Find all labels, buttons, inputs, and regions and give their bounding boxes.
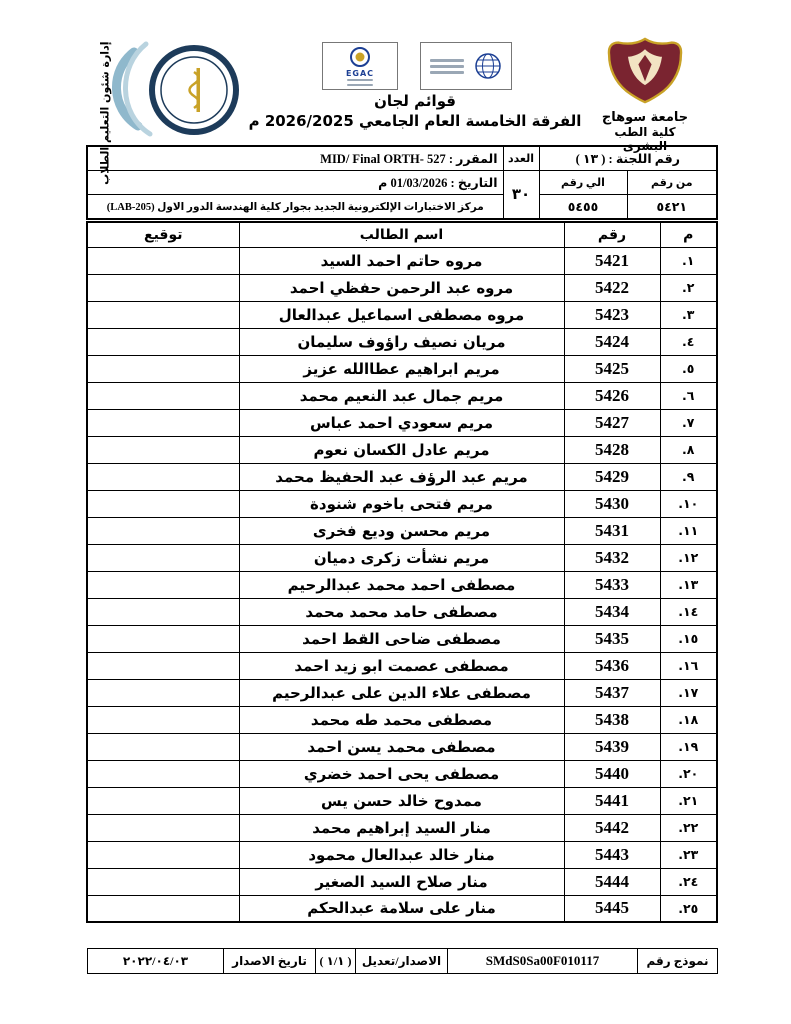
aja-certification-logo: [420, 42, 512, 90]
student-name: مصطفى عصمت ابو زيد احمد: [239, 652, 564, 679]
student-row: [87, 895, 717, 922]
student-seat-number: 5432: [564, 544, 660, 571]
signature-cell: [87, 517, 239, 544]
student-seat-number: 5435: [564, 625, 660, 652]
form-number-label: نموذج رقم: [638, 949, 718, 974]
student-name: مريم محسن وديع فخرى: [239, 517, 564, 544]
student-list-table: [86, 221, 718, 923]
to-number-label: الي رقم: [539, 171, 627, 195]
to-number-value: ٥٤٥٥: [539, 195, 627, 220]
row-index: ٣.: [660, 301, 717, 328]
student-count-value: ٣٠: [503, 171, 539, 220]
student-seat-number: 5442: [564, 814, 660, 841]
signature-cell: [87, 787, 239, 814]
course-cell: المقرر : MID/ Final ORTH- 527: [87, 146, 503, 171]
student-row: [87, 517, 717, 544]
student-row: [87, 841, 717, 868]
student-name: مريم نشأت زكرى دميان: [239, 544, 564, 571]
signature-cell: [87, 382, 239, 409]
student-row: [87, 328, 717, 355]
student-row: [87, 814, 717, 841]
column-header-name: اسم الطالب: [239, 222, 564, 247]
student-row: [87, 733, 717, 760]
signature-cell: [87, 247, 239, 274]
student-row: [87, 652, 717, 679]
issue-date-label: تاريخ الاصدار: [224, 949, 316, 974]
student-seat-number: 5439: [564, 733, 660, 760]
student-seat-number: 5422: [564, 274, 660, 301]
row-index: ٢٠.: [660, 760, 717, 787]
egac-emblem-icon: [347, 46, 373, 68]
student-row: [87, 760, 717, 787]
student-row: [87, 679, 717, 706]
form-number-value: SMdS0Sa00F010117: [448, 949, 638, 974]
student-seat-number: 5430: [564, 490, 660, 517]
student-name: مروه عبد الرحمن حفظي احمد: [239, 274, 564, 301]
student-row: [87, 382, 717, 409]
student-name: مريم سعودي احمد عباس: [239, 409, 564, 436]
signature-cell: [87, 706, 239, 733]
student-seat-number: 5437: [564, 679, 660, 706]
student-name: منار على سلامة عبدالحكم: [239, 895, 564, 922]
row-index: ٤.: [660, 328, 717, 355]
exam-location-cell: مركز الاختبارات الإلكترونية الجديد بجوار كلية الهندسة الدور الاول (LAB-205): [87, 195, 503, 220]
student-row: [87, 706, 717, 733]
student-name: مريم فتحى باخوم شنودة: [239, 490, 564, 517]
column-header-number: رقم: [564, 222, 660, 247]
student-seat-number: 5445: [564, 895, 660, 922]
student-seat-number: 5434: [564, 598, 660, 625]
student-name: ممدوح خالد حسن يس: [239, 787, 564, 814]
row-index: ٢.: [660, 274, 717, 301]
signature-cell: [87, 760, 239, 787]
signature-cell: [87, 463, 239, 490]
fine-print-placeholder: [347, 79, 373, 86]
row-index: ١٢.: [660, 544, 717, 571]
student-name: منار السيد إبراهيم محمد: [239, 814, 564, 841]
student-name: مروه حاتم احمد السيد: [239, 247, 564, 274]
student-name: منار صلاح السيد الصغير: [239, 868, 564, 895]
row-index: ١٤.: [660, 598, 717, 625]
student-seat-number: 5440: [564, 760, 660, 787]
signature-cell: [87, 328, 239, 355]
student-row: [87, 274, 717, 301]
student-name: مصطفى علاء الدين على عبدالرحيم: [239, 679, 564, 706]
signature-cell: [87, 598, 239, 625]
signature-cell: [87, 409, 239, 436]
student-seat-number: 5441: [564, 787, 660, 814]
document-subtitle: الفرقة الخامسة العام الجامعي 2026/2025 م: [248, 112, 582, 130]
student-name: مصطفى محمد يسن احمد: [239, 733, 564, 760]
globe-icon: [473, 51, 503, 81]
egac-label: EGAC: [345, 69, 375, 78]
row-index: ٧.: [660, 409, 717, 436]
student-row: [87, 598, 717, 625]
student-name: مريم عبد الرؤف عبد الحفيظ محمد: [239, 463, 564, 490]
student-row: [87, 868, 717, 895]
issue-date-value: ٢٠٢٢/٠٤/٠٣: [88, 949, 224, 974]
student-row: [87, 490, 717, 517]
student-row: [87, 787, 717, 814]
count-label-cell: العدد: [503, 146, 539, 171]
row-index: ٨.: [660, 436, 717, 463]
row-index: ٢٣.: [660, 841, 717, 868]
row-index: ٥.: [660, 355, 717, 382]
row-index: ٢٢.: [660, 814, 717, 841]
student-seat-number: 5429: [564, 463, 660, 490]
signature-cell: [87, 355, 239, 382]
row-index: ١٣.: [660, 571, 717, 598]
student-name: منار خالد عبدالعال محمود: [239, 841, 564, 868]
student-row: [87, 571, 717, 598]
student-row: [87, 625, 717, 652]
student-name: مصطفى ضاحى القط احمد: [239, 625, 564, 652]
row-index: ١٨.: [660, 706, 717, 733]
signature-cell: [87, 274, 239, 301]
student-name: مريان نصيف راؤوف سليمان: [239, 328, 564, 355]
column-header-signature: توقيع: [87, 222, 239, 247]
student-name: مصطفى حامد محمد محمد: [239, 598, 564, 625]
student-seat-number: 5438: [564, 706, 660, 733]
student-name: مصطفى محمد طه محمد: [239, 706, 564, 733]
row-index: ١٦.: [660, 652, 717, 679]
student-row: [87, 247, 717, 274]
student-name: مريم عادل الكسان نعوم: [239, 436, 564, 463]
revision-value: ( ١/١ ): [316, 949, 356, 974]
signature-cell: [87, 679, 239, 706]
university-name: جامعة سوهاج: [601, 110, 689, 125]
committee-number-cell: رقم اللجنة : ( ١٣ ): [539, 146, 717, 171]
student-seat-number: 5431: [564, 517, 660, 544]
signature-cell: [87, 571, 239, 598]
egac-accreditation-logo: [322, 42, 398, 90]
university-logo-block: [593, 36, 697, 153]
from-number-label: من رقم: [627, 171, 717, 195]
signature-cell: [87, 301, 239, 328]
student-row: [87, 301, 717, 328]
row-index: ١١.: [660, 517, 717, 544]
signature-cell: [87, 625, 239, 652]
student-row: [87, 463, 717, 490]
row-index: ٢٤.: [660, 868, 717, 895]
row-index: ٦.: [660, 382, 717, 409]
student-name: مصطفى احمد محمد عبدالرحيم: [239, 571, 564, 598]
student-seat-number: 5425: [564, 355, 660, 382]
faculty-of-medicine-logo: [104, 40, 254, 140]
student-seat-number: 5436: [564, 652, 660, 679]
row-index: ٢١.: [660, 787, 717, 814]
signature-cell: [87, 733, 239, 760]
sohag-university-logo-icon: [602, 36, 688, 104]
iso-text-placeholder: [430, 59, 464, 74]
signature-cell: [87, 544, 239, 571]
row-index: ١٥.: [660, 625, 717, 652]
student-name: مصطفى يحى احمد خضري: [239, 760, 564, 787]
student-name: مريم جمال عبد النعيم محمد: [239, 382, 564, 409]
signature-cell: [87, 436, 239, 463]
student-name: مريم ابراهيم عطاالله عزيز: [239, 355, 564, 382]
row-index: ١٩.: [660, 733, 717, 760]
table-header-row: [87, 222, 717, 247]
row-index: ١٠.: [660, 490, 717, 517]
row-index: ٩.: [660, 463, 717, 490]
signature-cell: [87, 814, 239, 841]
exam-info-table: [86, 145, 718, 220]
signature-cell: [87, 652, 239, 679]
student-row: [87, 409, 717, 436]
student-seat-number: 5424: [564, 328, 660, 355]
document-title: قوائم لجان: [374, 92, 456, 110]
signature-cell: [87, 841, 239, 868]
revision-label: الاصدار/تعديل: [356, 949, 448, 974]
student-row: [87, 544, 717, 571]
column-header-index: م: [660, 222, 717, 247]
student-row: [87, 436, 717, 463]
faculty-name: كلية الطب البشرى: [614, 125, 676, 153]
student-seat-number: 5421: [564, 247, 660, 274]
student-name: مروه مصطفى اسماعيل عبدالعال: [239, 301, 564, 328]
student-seat-number: 5444: [564, 868, 660, 895]
exam-date-cell: التاريخ : 01/03/2026 م: [87, 171, 503, 195]
student-seat-number: 5423: [564, 301, 660, 328]
signature-cell: [87, 895, 239, 922]
student-seat-number: 5433: [564, 571, 660, 598]
student-seat-number: 5427: [564, 409, 660, 436]
form-footer-table: [87, 948, 718, 974]
student-affairs-side-text: إدارة شئون التعليم الطلاب: [98, 41, 112, 185]
student-seat-number: 5443: [564, 841, 660, 868]
signature-cell: [87, 490, 239, 517]
student-row: [87, 355, 717, 382]
row-index: ٢٥.: [660, 895, 717, 922]
signature-cell: [87, 868, 239, 895]
student-seat-number: 5428: [564, 436, 660, 463]
student-rows: [87, 247, 717, 922]
row-index: ١٧.: [660, 679, 717, 706]
from-number-value: ٥٤٢١: [627, 195, 717, 220]
student-seat-number: 5426: [564, 382, 660, 409]
row-index: ١.: [660, 247, 717, 274]
